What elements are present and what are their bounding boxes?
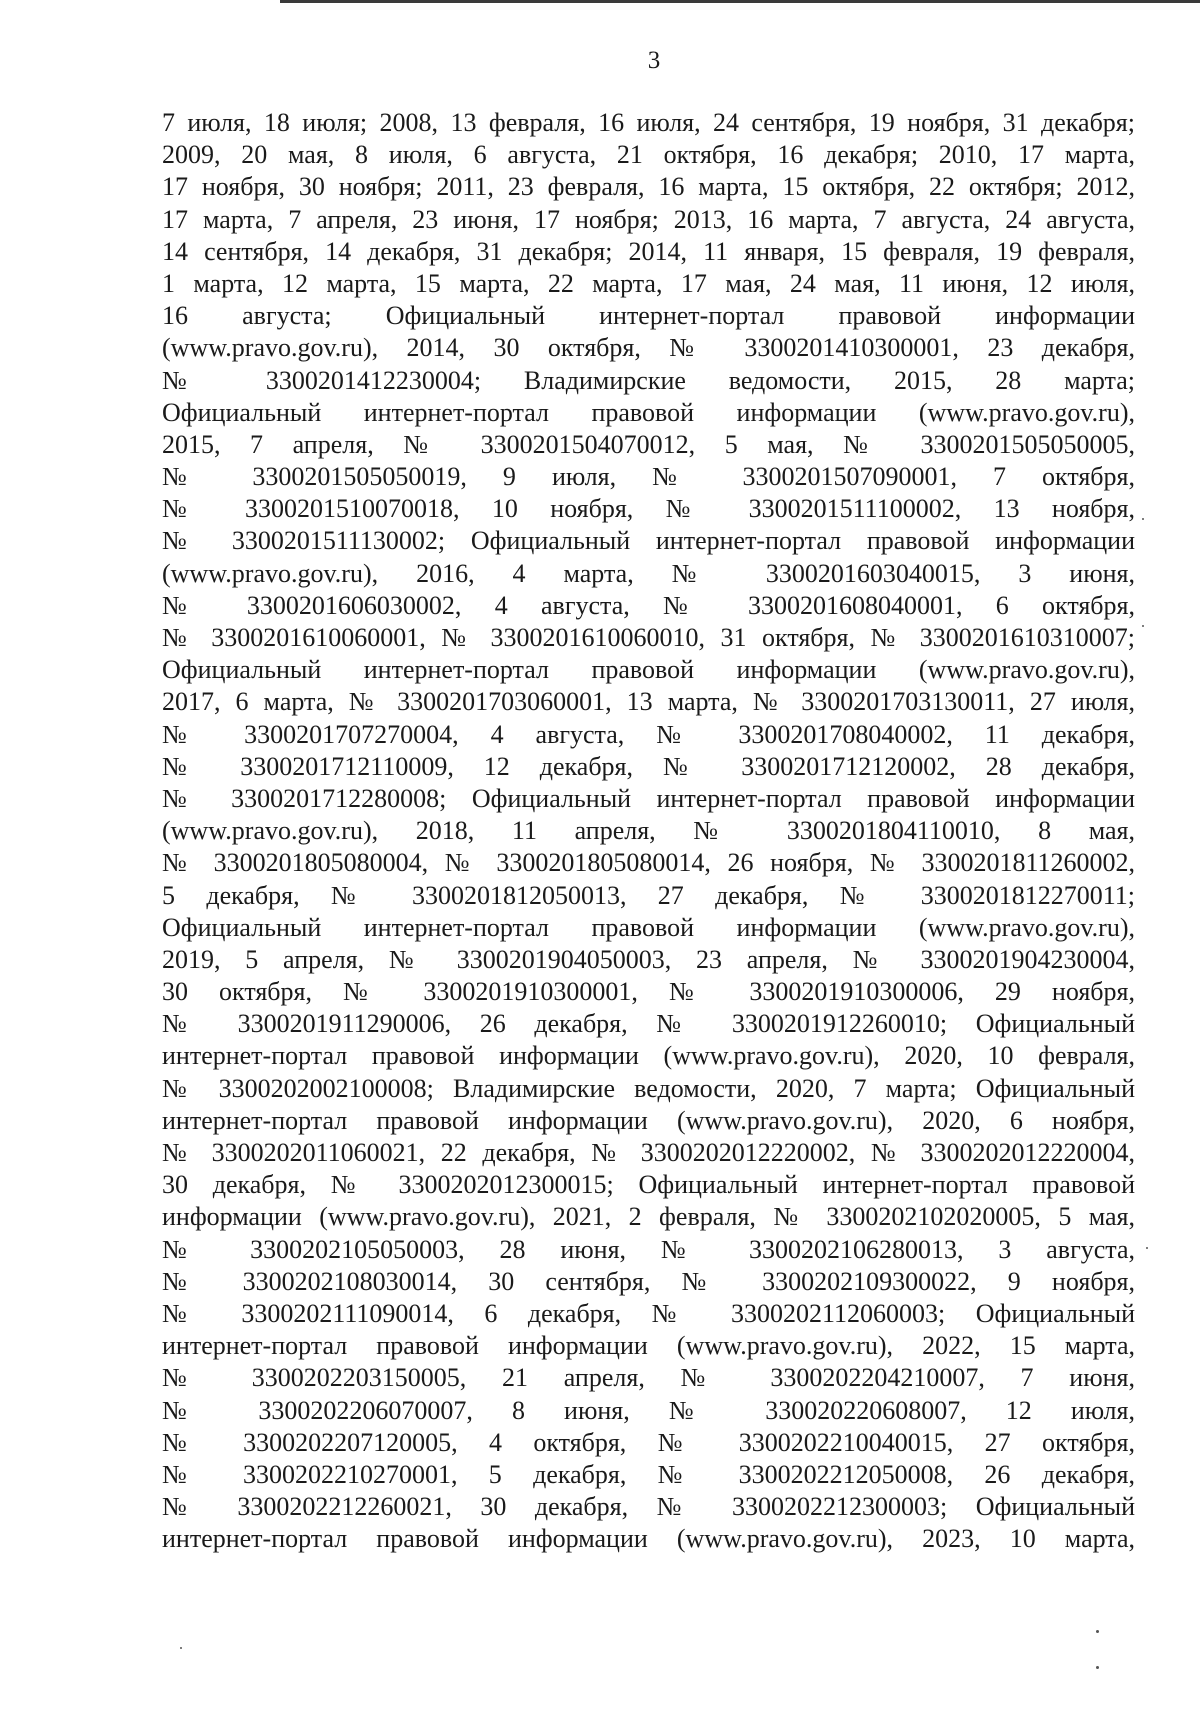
text-line: (www.pravo.gov.ru), 2016, 4 марта, № 3300201603040015, 3 июня, bbox=[162, 558, 1135, 588]
scan-speck bbox=[1096, 1666, 1099, 1669]
text-line: 2015, 7 апреля, № 3300201504070012, 5 мая, № 3300201505050005, bbox=[162, 429, 1135, 459]
text-line: № 3300202203150005, 21 апреля, № 3300202204210007, 7 июня, bbox=[162, 1363, 1135, 1393]
text-line: 2009, 20 мая, 8 июля, 6 августа, 21 октября, 16 декабря; 2010, 17 марта, bbox=[162, 140, 1135, 170]
top-edge-rule bbox=[280, 0, 1200, 3]
text-line: интернет-портал правовой информации (www.pravo.gov.ru), 2023, 10 марта, bbox=[162, 1524, 1135, 1554]
text-line: № 3300202210270001, 5 декабря, № 3300202212050008, 26 декабря, bbox=[162, 1459, 1135, 1489]
text-line: № 3300202002100008; Владимирские ведомости, 2020, 7 марта; Официальный bbox=[162, 1073, 1135, 1103]
text-line: 14 сентября, 14 декабря, 31 декабря; 2014, 11 января, 15 февраля, 19 февраля, bbox=[162, 236, 1135, 266]
text-line: № 3300201805080004, № 3300201805080014, 26 ноября, № 3300201811260002, bbox=[162, 848, 1135, 878]
body-paragraph bbox=[162, 107, 1135, 1555]
text-line: информации (www.pravo.gov.ru), 2021, 2 февраля, № 3300202102020005, 5 мая, bbox=[162, 1202, 1135, 1232]
text-line: № 3300201707270004, 4 августа, № 3300201708040002, 11 декабря, bbox=[162, 719, 1135, 749]
text-line: 30 декабря, № 3300202012300015; Официальный интернет-портал правовой bbox=[162, 1170, 1135, 1200]
scan-speck bbox=[1142, 625, 1144, 627]
text-line: № 3300201511130002; Официальный интернет-портал правовой информации bbox=[162, 526, 1135, 556]
text-line: № 3300201510070018, 10 ноября, № 3300201511100002, 13 ноября, bbox=[162, 494, 1135, 524]
scan-speck bbox=[1146, 1247, 1148, 1249]
page-number: 3 bbox=[647, 47, 661, 74]
text-line: № 3300202206070007, 8 июня, № 330020220608007, 12 июля, bbox=[162, 1395, 1135, 1425]
text-line: 5 декабря, № 3300201812050013, 27 декабря, № 3300201812270011; bbox=[162, 880, 1135, 910]
text-line: интернет-портал правовой информации (www.pravo.gov.ru), 2020, 6 ноября, bbox=[162, 1105, 1135, 1135]
text-line: № 3300202108030014, 30 сентября, № 3300202109300022, 9 ноября, bbox=[162, 1266, 1135, 1296]
text-line: интернет-портал правовой информации (www.pravo.gov.ru), 2022, 15 марта, bbox=[162, 1331, 1135, 1361]
text-line: 1 марта, 12 марта, 15 марта, 22 марта, 17 мая, 24 мая, 11 июня, 12 июля, bbox=[162, 268, 1135, 298]
text-line: № 3300202111090014, 6 декабря, № 3300202112060003; Официальный bbox=[162, 1298, 1135, 1328]
scan-speck bbox=[180, 1647, 182, 1649]
text-line: Официальный интернет-портал правовой информации (www.pravo.gov.ru), bbox=[162, 912, 1135, 942]
text-line: № 3300202011060021, 22 декабря, № 3300202012220002, № 3300202012220004, bbox=[162, 1138, 1135, 1167]
text-line: 16 августа; Официальный интернет-портал правовой информации bbox=[162, 301, 1135, 331]
text-line: № 3300202212260021, 30 декабря, № 3300202212300003; Официальный bbox=[162, 1492, 1135, 1522]
scan-speck bbox=[1096, 1630, 1099, 1633]
text-line: № 3300201911290006, 26 декабря, № 3300201912260010; Официальный bbox=[162, 1009, 1135, 1039]
text-line: № 3300201610060001, № 3300201610060010, 31 октября, № 3300201610310007; bbox=[162, 623, 1135, 652]
text-line: 2019, 5 апреля, № 3300201904050003, 23 апреля, № 3300201904230004, bbox=[162, 944, 1135, 974]
text-line: № 3300202207120005, 4 октября, № 3300202210040015, 27 октября, bbox=[162, 1427, 1135, 1457]
scan-speck bbox=[1142, 518, 1144, 520]
text-line: № 3300201606030002, 4 августа, № 3300201608040001, 6 октября, bbox=[162, 590, 1135, 620]
text-line: 17 ноября, 30 ноября; 2011, 23 февраля, 16 марта, 15 октября, 22 октября; 2012, bbox=[162, 172, 1135, 202]
text-line: № 3300201712280008; Официальный интернет-портал правовой информации bbox=[162, 783, 1135, 813]
text-line: интернет-портал правовой информации (www.pravo.gov.ru), 2020, 10 февраля, bbox=[162, 1041, 1135, 1071]
text-line: (www.pravo.gov.ru), 2018, 11 апреля, № 3300201804110010, 8 мая, bbox=[162, 816, 1135, 846]
text-line: № 3300201412230004; Владимирские ведомости, 2015, 28 марта; bbox=[162, 365, 1135, 395]
text-line: 30 октября, № 3300201910300001, № 3300201910300006, 29 ноября, bbox=[162, 977, 1135, 1007]
text-line: 7 июля, 18 июля; 2008, 13 февраля, 16 июля, 24 сентября, 19 ноября, 31 декабря; bbox=[162, 108, 1135, 137]
text-line: № 3300201505050019, 9 июля, № 3300201507090001, 7 октября, bbox=[162, 462, 1135, 492]
text-line: № 3300201712110009, 12 декабря, № 3300201712120002, 28 декабря, bbox=[162, 751, 1135, 781]
text-line: 17 марта, 7 апреля, 23 июня, 17 ноября; 2013, 16 марта, 7 августа, 24 августа, bbox=[162, 204, 1135, 234]
text-line: (www.pravo.gov.ru), 2014, 30 октября, № 3300201410300001, 23 декабря, bbox=[162, 333, 1135, 363]
text-line: 2017, 6 марта, № 3300201703060001, 13 марта, № 3300201703130011, 27 июля, bbox=[162, 687, 1135, 717]
text-line: Официальный интернет-портал правовой информации (www.pravo.gov.ru), bbox=[162, 655, 1135, 685]
text-line: № 3300202105050003, 28 июня, № 3300202106280013, 3 августа, bbox=[162, 1234, 1135, 1264]
text-line: Официальный интернет-портал правовой информации (www.pravo.gov.ru), bbox=[162, 397, 1135, 427]
